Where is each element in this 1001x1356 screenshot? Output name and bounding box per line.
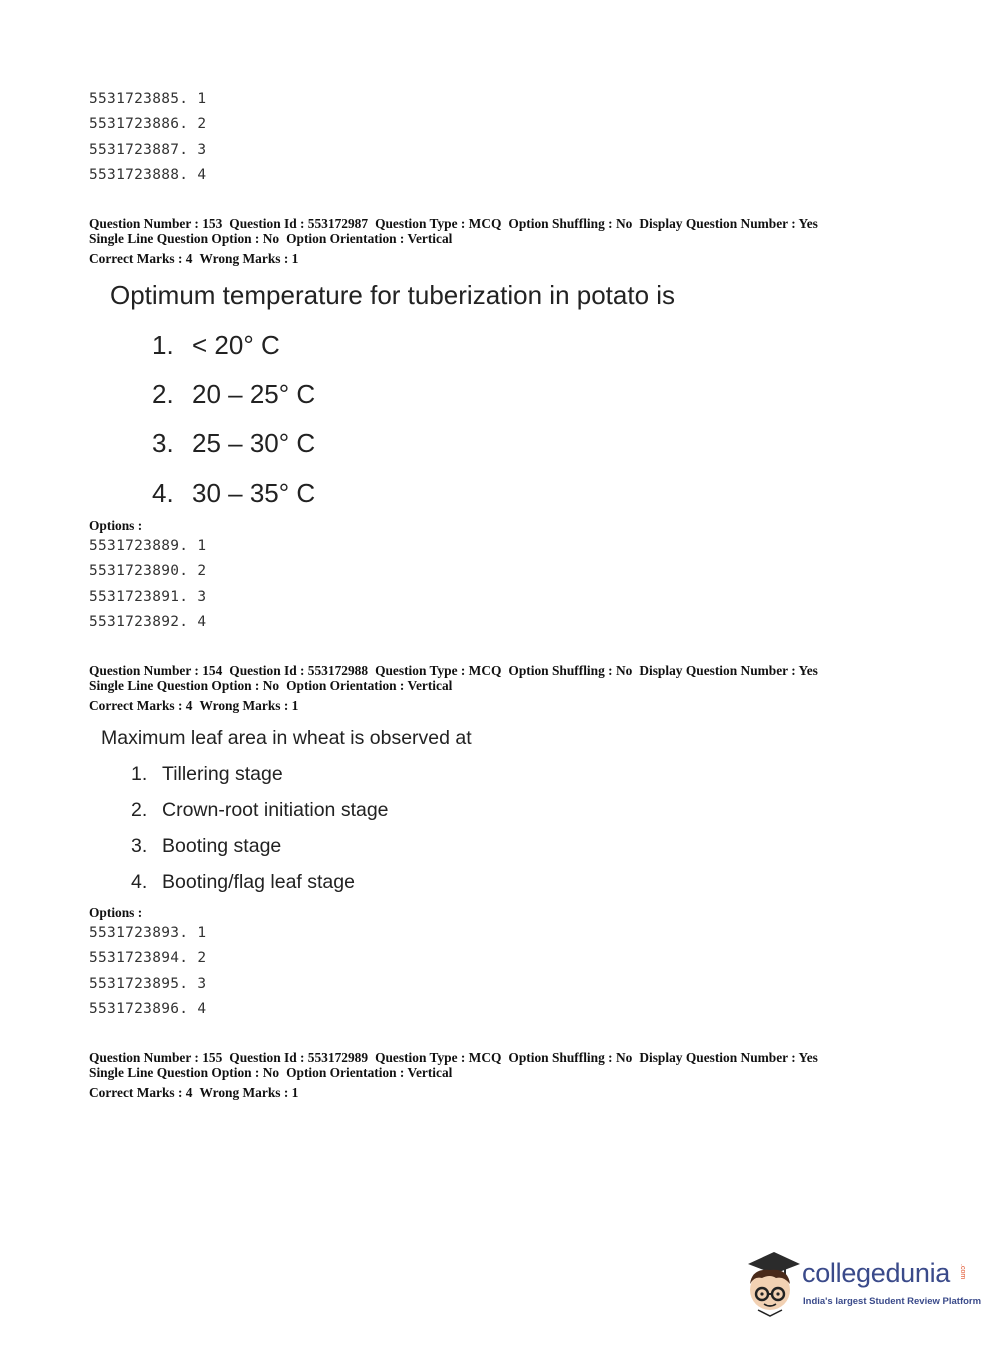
option-shuffling: Option Shuffling : No [508,216,633,231]
option-id: 5531723895. 3 [89,975,207,992]
display-question-number: Display Question Number : Yes [639,1050,818,1065]
wrong-marks: Wrong Marks : 1 [199,698,299,713]
logo-tagline: India's largest Student Review Platform [803,1296,982,1307]
display-question-number: Display Question Number : Yes [639,216,818,231]
question-choice: 3. Booting stage [131,835,282,857]
option-orientation: Option Orientation : Vertical [286,231,453,246]
question-choice: 1. < 20° C [152,330,280,360]
options-label: Options : [89,905,143,920]
logo-brand-text: collegedunia [802,1258,951,1288]
question-meta-line [89,678,452,693]
option-id: 5531723896. 4 [89,1000,207,1017]
single-line-option: Single Line Question Option : No [89,231,280,246]
question-meta-line [89,1050,818,1065]
correct-marks: Correct Marks : 4 [89,698,193,713]
option-id: 5531723887. 3 [89,141,207,158]
options-label: Options : [89,518,143,533]
wrong-marks: Wrong Marks : 1 [199,1085,299,1100]
question-number: Question Number : 154 [89,663,223,678]
question-meta-line [89,1065,452,1080]
option-id: 5531723891. 3 [89,588,207,605]
question-id: Question Id : 553172989 [229,1050,369,1065]
question-choice: 1. Tillering stage [131,763,283,785]
question-meta-line [89,231,452,246]
option-id: 5531723893. 1 [89,925,207,941]
question-text: Maximum leaf area in wheat is observed at [101,727,472,749]
question-text: Optimum temperature for tuberization in potato is [110,280,676,310]
collegedunia-logo[interactable] [740,1250,982,1320]
question-marks-line [89,698,298,713]
option-orientation: Option Orientation : Vertical [286,678,453,693]
option-id-list [89,87,206,188]
question-id: Question Id : 553172988 [229,663,369,678]
single-line-option: Single Line Question Option : No [89,678,280,693]
question-choice: 4. 30 – 35° C [152,478,316,508]
wrong-marks: Wrong Marks : 1 [199,251,299,266]
question-meta-line [89,216,818,231]
option-orientation: Option Orientation : Vertical [286,1065,453,1080]
question-type: Question Type : MCQ [375,216,502,231]
question-marks-line [89,251,298,266]
mascot-icon [740,1250,802,1320]
question-id: Question Id : 553172987 [229,216,369,231]
option-id: 5531723886. 2 [89,116,207,133]
option-id: 5531723888. 4 [89,166,207,183]
option-id: 5531723890. 2 [89,563,207,580]
logo-domain-suffix: .com [959,1264,966,1280]
question-choice: 2. Crown-root initiation stage [131,799,389,821]
option-id: 5531723885. 1 [89,91,207,107]
option-id: 5531723889. 1 [89,538,207,554]
correct-marks: Correct Marks : 4 [89,251,193,266]
option-id: 5531723894. 2 [89,950,207,967]
question-number: Question Number : 155 [89,1050,223,1065]
option-id-list [89,921,206,1022]
single-line-option: Single Line Question Option : No [89,1065,280,1080]
question-choice: 4. Booting/flag leaf stage [131,871,355,893]
question-choice: 2. 20 – 25° C [152,379,316,409]
correct-marks: Correct Marks : 4 [89,1085,193,1100]
question-marks-line [89,1085,298,1100]
question-choice: 3. 25 – 30° C [152,428,316,458]
question-number: Question Number : 153 [89,216,223,231]
display-question-number: Display Question Number : Yes [639,663,818,678]
question-type: Question Type : MCQ [375,1050,502,1065]
question-meta-line [89,663,818,678]
question-type: Question Type : MCQ [375,663,502,678]
option-shuffling: Option Shuffling : No [508,663,633,678]
option-shuffling: Option Shuffling : No [508,1050,633,1065]
option-id: 5531723892. 4 [89,613,207,630]
option-id-list [89,534,206,635]
